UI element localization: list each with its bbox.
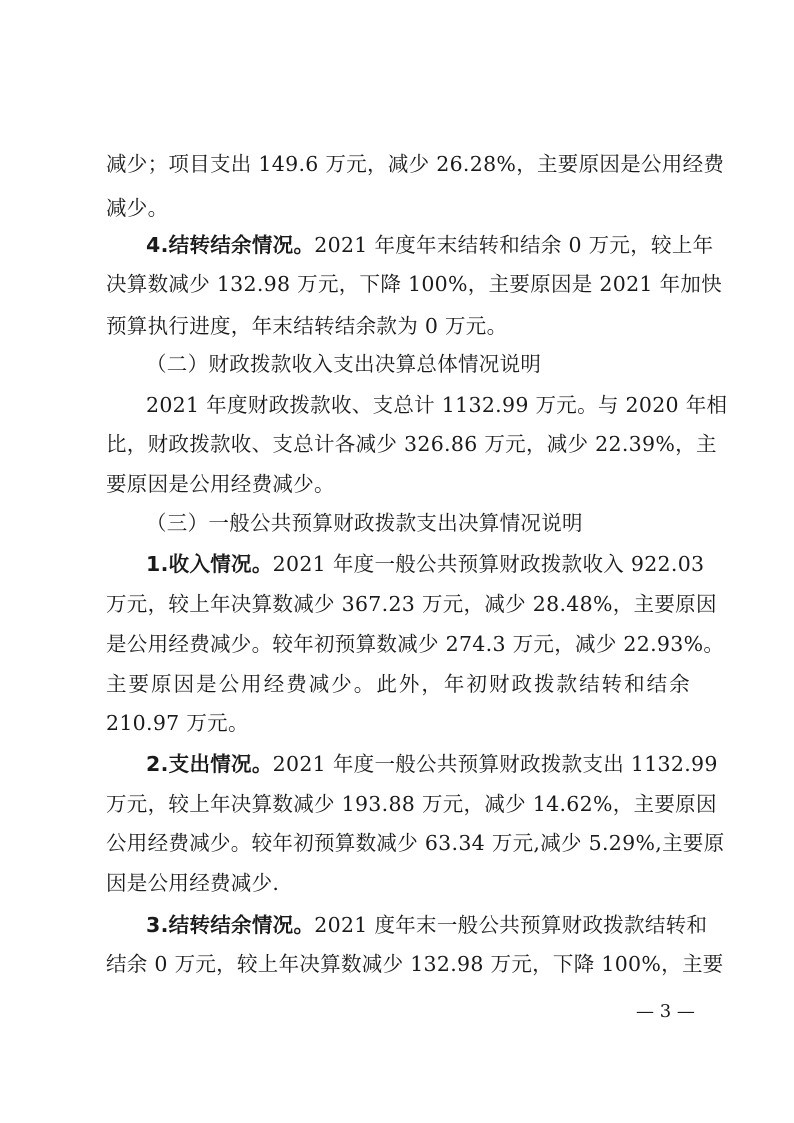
page-number: — 3 —	[636, 1001, 695, 1022]
section-heading-expenditure: 2.支出情况。	[146, 752, 273, 776]
paragraph-line: 要原因是公用经费减少。	[106, 472, 335, 496]
subsection-heading: （二）财政拨款收入支出决算总体情况说明	[146, 352, 542, 376]
paragraph-line: 决算数减少 132.98 万元，下降 100%，主要原因是 2021 年加快	[106, 272, 722, 296]
paragraph-line: 主要原因是公用经费减少。此外，年初财政拨款结转和结余	[106, 672, 690, 696]
paragraph-line: 万元，较上年决算数减少 367.23 万元，减少 28.48%，主要原因	[106, 592, 717, 616]
paragraph-line: 210.97 万元。	[106, 711, 249, 735]
section-heading-income: 1.收入情况。	[146, 552, 273, 576]
section-heading-carryover: 4.结转结余情况。	[146, 233, 315, 257]
paragraph-line: 结余 0 万元，较上年决算数减少 132.98 万元，下降 100%，主要	[106, 952, 724, 976]
paragraph-line: 减少；项目支出 149.6 万元，减少 26.28%，主要原因是公用经费	[106, 152, 725, 176]
paragraph-line: 2021 年度财政拨款收、支总计 1132.99 万元。与 2020 年相	[146, 393, 728, 417]
paragraph-line: 因是公用经费减少.	[106, 871, 280, 895]
paragraph-line: 万元，较上年决算数减少 193.88 万元，减少 14.62%，主要原因	[106, 792, 717, 816]
paragraph-line: 3.结转结余情况。2021 度年末一般公共预算财政拨款结转和	[146, 913, 708, 937]
section-heading-carryover-general: 3.结转结余情况。	[146, 913, 315, 937]
paragraph-line: 公用经费减少。较年初预算数减少 63.34 万元,减少 5.29%,主要原	[106, 831, 725, 855]
paragraph-line: 预算执行进度，年末结转结余款为 0 万元。	[106, 314, 508, 338]
paragraph-line: 4.结转结余情况。2021 年度年末结转和结余 0 万元，较上年	[146, 233, 714, 257]
paragraph-line: 是公用经费减少。较年初预算数减少 274.3 万元，减少 22.93%。	[106, 632, 725, 656]
paragraph-line: 减少。	[106, 196, 169, 220]
paragraph-line: 1.收入情况。2021 年度一般公共预算财政拨款收入 922.03	[146, 552, 705, 576]
subsection-heading: （三）一般公共预算财政拨款支出决算情况说明	[146, 511, 583, 535]
paragraph-line: 2.支出情况。2021 年度一般公共预算财政拨款支出 1132.99	[146, 752, 718, 776]
paragraph-line: 比，财政拨款收、支总计各减少 326.86 万元，减少 22.39%，主	[106, 432, 717, 456]
